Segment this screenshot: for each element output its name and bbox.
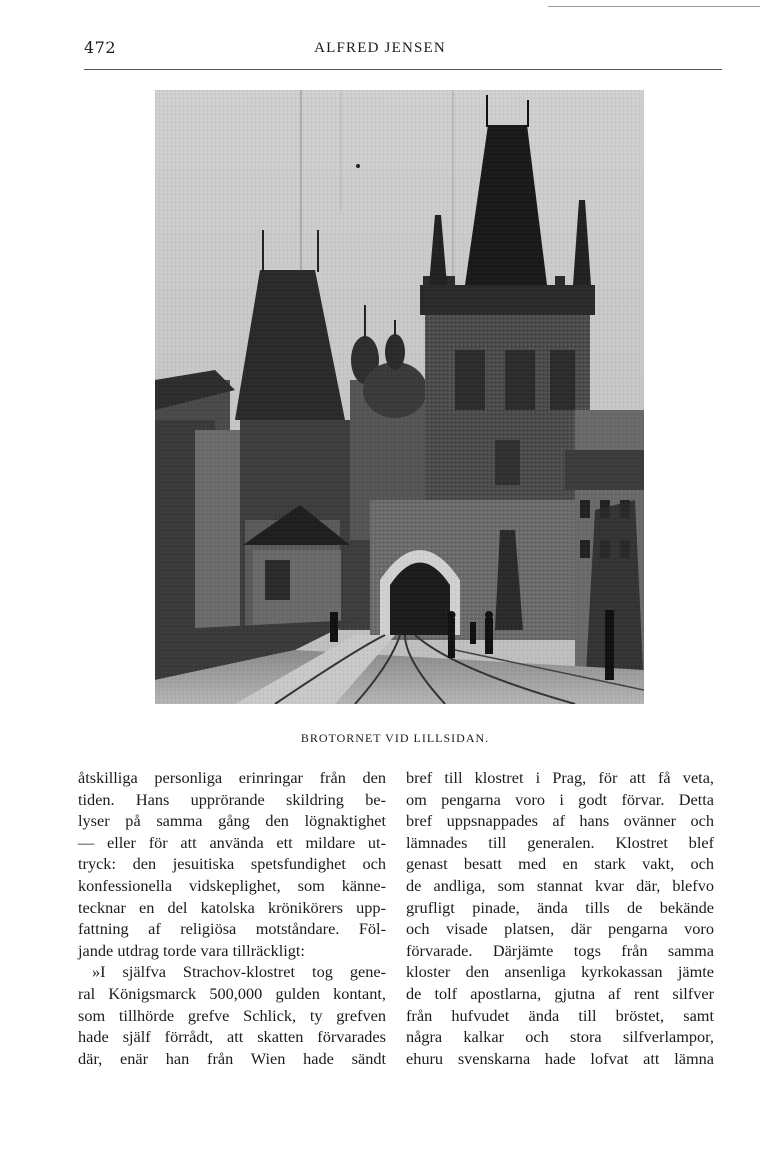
text-line: förvarade. Därjämte togs från samma — [406, 940, 714, 960]
text-line: om pengarna voro i godt förvar. Detta — [406, 789, 714, 809]
text-column-right — [406, 767, 714, 1069]
text-line: några kalkar och stora silfverlampor, — [406, 1027, 714, 1047]
text-line: hade själf förrådt, att skatten förvarades — [78, 1027, 386, 1047]
page-number: 472 — [84, 38, 117, 57]
text-line: och visade platsen, där pengarna voro — [406, 919, 714, 939]
text-column-left — [78, 767, 386, 1069]
text-line: åtskilliga personliga erinringar från den — [78, 768, 386, 787]
text-line: kloster den ansenliga kyrkokassan jämte — [406, 962, 714, 982]
text-line: bref uppsnappades af hans ovänner och — [406, 811, 714, 831]
text-line: fattning af religiösa motståndare. Föl- — [78, 919, 386, 939]
text-line: de andliga, som stannat kvar där, blefvo — [406, 875, 714, 895]
header-rule — [84, 69, 722, 70]
text-line: jande utdrag torde vara tillräckligt: — [78, 940, 305, 960]
text-line: tiden. Hans upprörande skildring be- — [78, 789, 386, 809]
text-line: tryck: den jesuitiska spetsfundighet och — [78, 854, 386, 874]
bridge-tower-illustration — [155, 90, 644, 704]
text-line: ehuru svenskarna hade lofvat att lämna — [406, 1048, 714, 1068]
running-title: ALFRED JENSEN — [314, 40, 446, 56]
text-line: grufligt pinade, ända tills de bekände — [406, 897, 714, 917]
text-line: genast besatt med en stark vakt, och — [406, 854, 714, 874]
text-line: bref till klostret i Prag, för att få veta, — [406, 768, 714, 787]
figure-caption: BROTORNET VID LILLSIDAN. — [300, 731, 490, 745]
text-line: lyser på samma gång den lögnaktighet — [78, 811, 386, 831]
scan-edge-line — [548, 6, 760, 7]
bridge-tower-photograph — [155, 90, 644, 704]
text-line: — eller för att använda ett mildare ut- — [78, 832, 386, 852]
text-line: »I själfva Strachov-klostret tog gene- — [92, 962, 386, 982]
text-line: där, enär han från Wien hade sändt — [78, 1048, 386, 1068]
text-line: lämnades till generalen. Klostret blef — [406, 832, 714, 852]
text-line: konfessionella vidskeplighet, som känne- — [78, 875, 386, 895]
text-line: de tolf apostlarna, gjutna af rent silfver — [406, 983, 714, 1003]
text-line: som tillhörde grefve Schlick, ty grefven — [78, 1005, 386, 1025]
text-line: från hufvudet ända till bröstet, samt — [406, 1005, 714, 1025]
text-line: tecknar en del katolska krönikörers upp- — [78, 897, 386, 917]
text-line: ral Königsmarck 500,000 gulden kontant, — [78, 983, 386, 1003]
